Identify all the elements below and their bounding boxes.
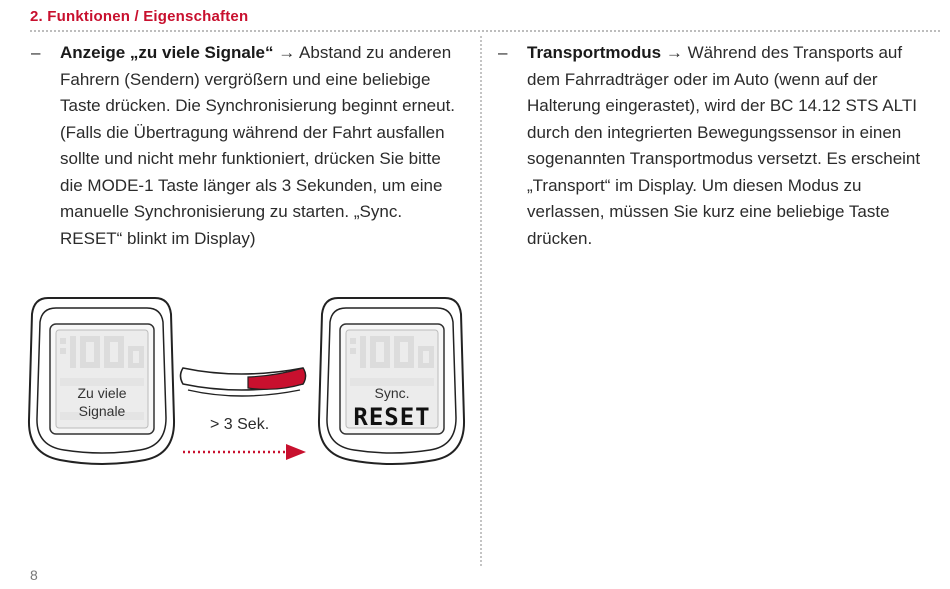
- display-line-2: Signale: [78, 403, 126, 419]
- too-many-signals-text: Abstand zu anderen Fahrern (Sendern) vergrößern und eine beliebige Taste drücken. Die Synchronisierung beginnt erneut.(Falls die Übertragung während der Fahrt ausfallen sollte und nicht mehr funktioniert, drücken Sie bitte die MODE-1 Taste länger als 3 Sekunden, um eine manuelle Synchronisierung zu starten. „Sync. RESET“ blinkt im Display): [60, 43, 456, 248]
- button-press-icon: [181, 368, 306, 396]
- section-heading: 2. Funktionen / Eigenschaften: [30, 8, 249, 25]
- display-line-2: RESET: [353, 403, 431, 431]
- right-paragraph: [498, 40, 937, 252]
- arrow-icon: →: [665, 43, 683, 62]
- display-line-1: Zu viele: [77, 385, 127, 401]
- arrow-icon: →: [278, 43, 296, 62]
- transport-mode-text: Während des Transports auf dem Fahrradträger oder im Auto (wenn auf der Halterung eingerastet), wird der BC 14.12 STS ALTI durch den integrierten Bewegungssensor in einen sogenannten Transportmodus versetzt. Es erscheint „Transport“ im Display. Um diesen Modus zu verlassen, müssen Sie kurz eine beliebige Taste drücken.: [527, 43, 921, 248]
- transition-arrow-icon: [183, 444, 306, 460]
- press-duration-label: > 3 Sek.: [210, 416, 270, 433]
- list-dash: –: [498, 43, 508, 62]
- list-dash: –: [31, 43, 41, 62]
- term-too-many-signals: Anzeige „zu viele Signale“: [60, 43, 274, 62]
- bike-computer-too-many-signals: [29, 298, 174, 464]
- device-illustration: [20, 280, 470, 480]
- column-divider: [480, 36, 482, 566]
- left-paragraph: [31, 40, 460, 252]
- page-number: 8: [30, 567, 38, 583]
- header-divider: [30, 30, 940, 32]
- bike-computer-sync-reset: [319, 298, 464, 464]
- display-line-1: Sync.: [374, 385, 410, 401]
- term-transport-mode: Transportmodus: [527, 43, 662, 62]
